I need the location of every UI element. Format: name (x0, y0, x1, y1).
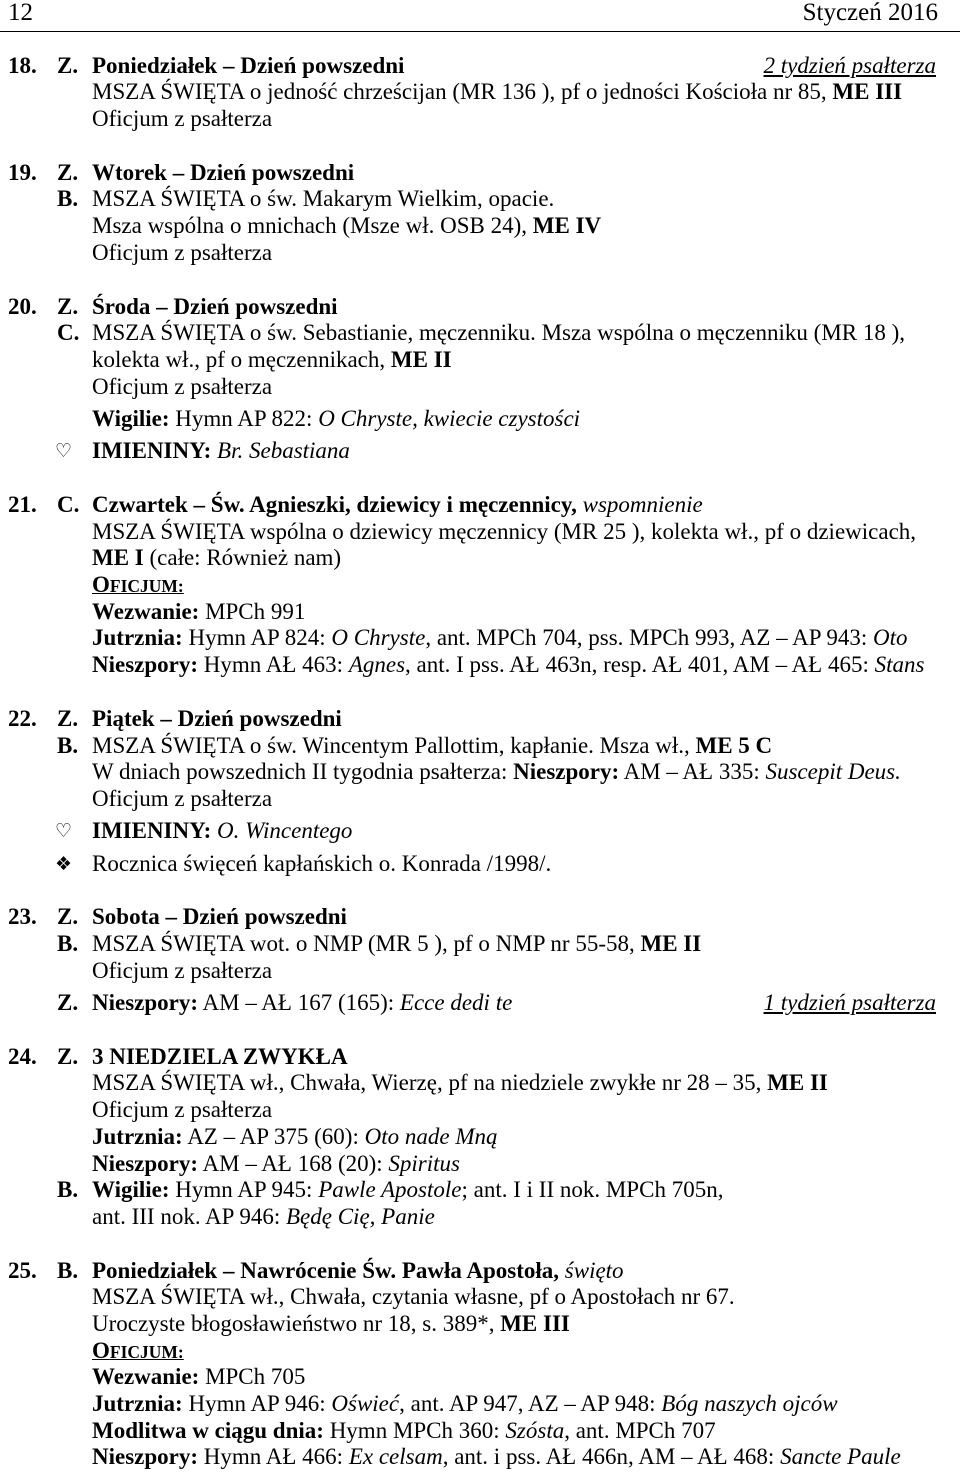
bold-text: IMIENINY: (92, 818, 218, 844)
text: MSZA ŚWIĘTA wł., Chwała, Wierzę, pf na niedziele zwykłe nr 28 – 35, (92, 1070, 768, 1096)
line-text (92, 786, 272, 811)
day-number: 24. (8, 1043, 37, 1069)
text: Oficjum z psałterza (92, 239, 273, 265)
day-entry (0, 1258, 960, 1472)
italic-text: Będę Cię, Panie (286, 1203, 435, 1229)
entry-line (0, 519, 960, 546)
bold-text: ME III (500, 1310, 570, 1336)
line-text (92, 1258, 624, 1283)
entry-line (0, 818, 960, 845)
entry-line (0, 1418, 960, 1445)
line-text (92, 1311, 570, 1336)
text: Hymn MPCh 360: (323, 1417, 506, 1443)
italic-text: Ex celsam (348, 1444, 443, 1470)
text: , ant. AP 947, AZ – AP 948: (399, 1391, 662, 1416)
line-text (92, 625, 908, 650)
bold-text: ME II (767, 1070, 828, 1096)
italic-text: Stans (874, 652, 925, 678)
text: ; ant. I i II nok. MPCh 705n, (461, 1177, 724, 1203)
vestment-color-code: B. (57, 931, 79, 956)
entry-line (0, 1444, 960, 1471)
bold-text: Wigilie: (92, 1177, 170, 1203)
text: Oficjum z psałterza (92, 373, 273, 399)
text: kolekta wł., pf o męczennikach, (92, 346, 391, 372)
vestment-color-code: C. (57, 492, 80, 517)
line-text (92, 851, 551, 876)
vestment-color-code: Z. (57, 159, 79, 185)
text: AM – AŁ 335: (619, 759, 766, 785)
text: MSZA ŚWIĘTA o św. Wincentym Pallottim, kapłanie. Msza wł., (92, 732, 696, 758)
italic-text: Ecce dedi te (399, 990, 513, 1016)
entry-line (0, 374, 960, 401)
bold-text: IMIENINY: (92, 438, 218, 464)
line-text (92, 759, 901, 784)
page-header (0, 0, 960, 25)
bold-text: ME 5 C (695, 732, 773, 758)
line-text (92, 1391, 838, 1416)
italic-text: Sancte Paule (780, 1444, 901, 1470)
line-text (92, 53, 404, 78)
entry-line (0, 958, 960, 985)
italic-text: Pawle Apostole (318, 1177, 462, 1203)
text: AZ – AP 375 (60): (182, 1123, 365, 1149)
entry-line (0, 1204, 960, 1231)
vestment-color-code: Z. (57, 904, 79, 930)
day-heading (0, 1044, 960, 1071)
bold-text: Piątek – Dzień powszedni (92, 705, 342, 731)
text: , ant. i pss. AŁ 466n, AM – AŁ 468: (442, 1444, 781, 1470)
day-number: 20. (8, 293, 37, 319)
line-text (92, 160, 354, 185)
line-text (92, 374, 272, 399)
entry-line (0, 572, 960, 599)
text: , ant. I pss. AŁ 463n, resp. AŁ 401, AM – AŁ 465: (405, 652, 875, 678)
italic-text: O Chryste, kwiecie czystości (318, 405, 581, 431)
entry-line (0, 599, 960, 626)
day-entry (0, 53, 960, 133)
text: Oficjum z psałterza (92, 957, 273, 983)
line-text (92, 320, 905, 345)
section-heading: OFICJUM: (92, 1337, 184, 1363)
entry-line (0, 1070, 960, 1097)
line-text (92, 240, 272, 265)
line-text (92, 1418, 716, 1443)
day-heading (0, 1258, 960, 1285)
italic-text: Bóg naszych ojców (661, 1391, 838, 1416)
line-text (92, 652, 924, 677)
entry-line (0, 759, 960, 786)
bold-text: 3 NIEDZIELA ZWYKŁA (92, 1043, 348, 1069)
psalter-week: 2 tydzień psałterza (763, 52, 936, 78)
bold-text: Wezwanie: (92, 598, 200, 624)
text: MSZA ŚWIĘTA wł., Chwała, czytania własne, pf o Apostołach nr 67. (92, 1284, 735, 1310)
entry-line (0, 990, 960, 1017)
text: Oficjum z psałterza (92, 106, 273, 132)
vestment-color-code: B. (57, 732, 79, 758)
day-heading (0, 160, 960, 187)
vestment-color-code: B. (57, 1177, 79, 1203)
italic-text: Br. Sebastiana (217, 438, 350, 464)
line-text (92, 492, 703, 517)
text: MSZA ŚWIĘTA wspólna o dziewicy męczennicy (MR 25 ), kolekta wł., pf o dziewicach, (92, 518, 917, 544)
vestment-color-code: Z. (57, 705, 79, 731)
day-heading (0, 904, 960, 931)
bold-text: ME III (832, 79, 903, 105)
vestment-color-code: Z. (57, 1043, 79, 1069)
italic-text: Suscepit Deus. (765, 759, 901, 785)
vestment-color-code: Z. (57, 293, 79, 319)
day-entry (0, 492, 960, 679)
entry-line (0, 1364, 960, 1391)
entry-line (0, 1338, 960, 1365)
day-heading (0, 492, 960, 519)
entry-line (0, 186, 960, 213)
line-text (92, 79, 902, 104)
line-text (92, 294, 338, 319)
italic-text: O. Wincentego (217, 818, 353, 844)
entry-line (0, 652, 960, 679)
text: , ant. MPCh 707 (564, 1417, 716, 1443)
bold-text: Nieszpory: (513, 759, 620, 785)
vestment-color-code: B. (57, 1257, 79, 1283)
text: W dniach powszednich II tygodnia psałterza: (92, 759, 514, 785)
entry-line (0, 1391, 960, 1418)
text: Oficjum z psałterza (92, 785, 273, 811)
text: Hymn AP 824: (182, 625, 332, 651)
bold-text: Jutrznia: (92, 1391, 183, 1416)
bold-text: Nieszpory: (92, 990, 199, 1016)
day-heading (0, 706, 960, 733)
line-text (92, 1177, 723, 1202)
bold-text: Nieszpory: (92, 1150, 199, 1176)
line-text (92, 347, 452, 372)
day-entry (0, 1044, 960, 1231)
text: Hymn AP 945: (169, 1177, 319, 1203)
day-number: 21. (8, 492, 37, 517)
psalter-week: 1 tydzień psałterza (763, 990, 936, 1016)
line-text (92, 438, 350, 463)
bold-text: ME II (640, 931, 702, 956)
italic-text: wspomnienie (582, 492, 703, 517)
line-text (92, 106, 272, 131)
bold-text: Wtorek – Dzień powszedni (92, 159, 355, 185)
day-heading (0, 294, 960, 321)
bold-text: Jutrznia: (92, 625, 183, 651)
text: (całe: Również nam) (143, 545, 342, 571)
italic-text: święto (564, 1257, 624, 1283)
text: AM – AŁ 167 (165): (198, 990, 400, 1016)
line-text (92, 406, 580, 431)
page-number: 12 (8, 0, 33, 26)
italic-text: Oto (873, 625, 908, 651)
entry-line (0, 1177, 960, 1204)
line-text (92, 1070, 828, 1095)
line-text (92, 1204, 435, 1229)
vestment-color-code: Z. (57, 990, 79, 1016)
text: MSZA ŚWIĘTA o św. Sebastianie, męczenniku. Msza wspólna o męczenniku (MR 18 ), (92, 320, 906, 346)
line-text (92, 1044, 348, 1069)
diamond-icon: ❖ (55, 852, 73, 875)
text: Msza wspólna o mnichach (Msze wł. OSB 24), (92, 213, 533, 239)
calendar-entries (0, 53, 960, 1471)
line-text (92, 1097, 272, 1122)
line-text (92, 990, 512, 1015)
bold-text: ME IV (532, 213, 602, 239)
day-number: 18. (8, 52, 37, 78)
day-entry (0, 160, 960, 267)
entry-line (0, 786, 960, 813)
italic-text: Spiritus (388, 1150, 460, 1176)
text: , ant. MPCh 704, pss. MPCh 993, AZ – AP 943: (425, 625, 874, 651)
italic-text: O Chryste (331, 625, 426, 651)
text: MPCh 991 (199, 598, 306, 624)
day-entry (0, 904, 960, 1016)
line-text (92, 1338, 184, 1363)
day-number: 23. (8, 904, 37, 930)
text: MSZA ŚWIĘTA o św. Makarym Wielkim, opacie. (92, 186, 555, 212)
entry-line (0, 545, 960, 572)
line-text (92, 1284, 735, 1309)
entry-line (0, 213, 960, 240)
text: Hymn AP 946: (182, 1391, 332, 1416)
line-text (92, 958, 272, 983)
entry-line (0, 406, 960, 433)
text: Uroczyste błogosławieństwo nr 18, s. 389*, (92, 1310, 501, 1336)
line-text (92, 1444, 901, 1469)
heart-outline-icon: ♡ (55, 820, 73, 843)
text: MPCh 705 (199, 1364, 306, 1390)
italic-text: Oto nade Mną (364, 1123, 498, 1149)
line-text (92, 186, 554, 211)
day-number: 19. (8, 159, 37, 185)
day-number: 25. (8, 1257, 37, 1283)
line-text (92, 904, 347, 929)
line-text (92, 706, 342, 731)
text: Hymn AP 822: (169, 405, 319, 431)
day-entry (0, 706, 960, 878)
day-heading (0, 53, 960, 80)
line-text (92, 599, 305, 624)
text: Oficjum z psałterza (92, 1097, 273, 1123)
italic-text: Szósta (505, 1417, 565, 1443)
entry-line (0, 931, 960, 958)
text: MSZA ŚWIĘTA wot. o NMP (MR 5 ), pf o NMP nr 55-58, (92, 931, 641, 956)
line-text (92, 572, 184, 597)
entry-line (0, 1284, 960, 1311)
entry-line (0, 1097, 960, 1124)
entry-line (0, 625, 960, 652)
bold-text: Nieszpory: (92, 1444, 199, 1470)
section-heading: OFICJUM: (92, 572, 184, 598)
italic-text: Oświeć (331, 1391, 400, 1416)
entry-line (0, 347, 960, 374)
entry-line (0, 733, 960, 760)
bold-text: ME I (92, 545, 144, 571)
bold-text: Wigilie: (92, 405, 170, 431)
bold-text: Wezwanie: (92, 1364, 200, 1390)
text: Rocznica święceń kapłańskich o. Konrada /1998/. (92, 850, 552, 876)
text: AM – AŁ 168 (20): (198, 1150, 389, 1176)
entry-line (0, 438, 960, 465)
bold-text: Czwartek – Św. Agnieszki, dziewicy i męczennicy, (92, 492, 583, 517)
bold-text: Środa – Dzień powszedni (92, 293, 338, 319)
line-text (92, 213, 601, 238)
vestment-color-code: C. (57, 320, 80, 346)
line-text (92, 1151, 460, 1176)
text: ant. III nok. AP 946: (92, 1203, 286, 1229)
text: Hymn AŁ 463: (198, 652, 349, 678)
line-text (92, 818, 352, 843)
entry-line (0, 240, 960, 267)
italic-text: Agnes (348, 652, 406, 678)
day-number: 22. (8, 705, 37, 731)
vestment-color-code: Z. (57, 52, 79, 78)
text: Hymn AŁ 466: (198, 1444, 349, 1470)
header-rule (0, 31, 960, 32)
entry-line (0, 1311, 960, 1338)
line-text (92, 1124, 497, 1149)
line-text (92, 519, 916, 544)
entry-line (0, 1151, 960, 1178)
bold-text: Sobota – Dzień powszedni (92, 904, 347, 930)
entry-line (0, 1124, 960, 1151)
entry-line (0, 851, 960, 878)
bold-text: ME II (390, 346, 452, 372)
bold-text: Jutrznia: (92, 1123, 183, 1149)
line-text (92, 931, 701, 956)
line-text (92, 1364, 305, 1389)
line-text (92, 545, 341, 570)
month-title: Styczeń 2016 (802, 0, 938, 26)
heart-outline-icon: ♡ (55, 440, 73, 463)
entry-line (0, 106, 960, 133)
vestment-color-code: B. (57, 186, 79, 212)
entry-line (0, 79, 960, 106)
day-entry (0, 294, 960, 466)
bold-text: Poniedziałek – Nawrócenie Św. Pawła Apostoła, (92, 1257, 565, 1283)
line-text (92, 733, 772, 758)
bold-text: Modlitwa w ciągu dnia: (92, 1417, 324, 1443)
entry-line (0, 320, 960, 347)
bold-text: Poniedziałek – Dzień powszedni (92, 52, 405, 78)
bold-text: Nieszpory: (92, 652, 199, 678)
text: MSZA ŚWIĘTA o jedność chrześcijan (MR 136 ), pf o jedności Kościoła nr 85, (92, 79, 833, 105)
